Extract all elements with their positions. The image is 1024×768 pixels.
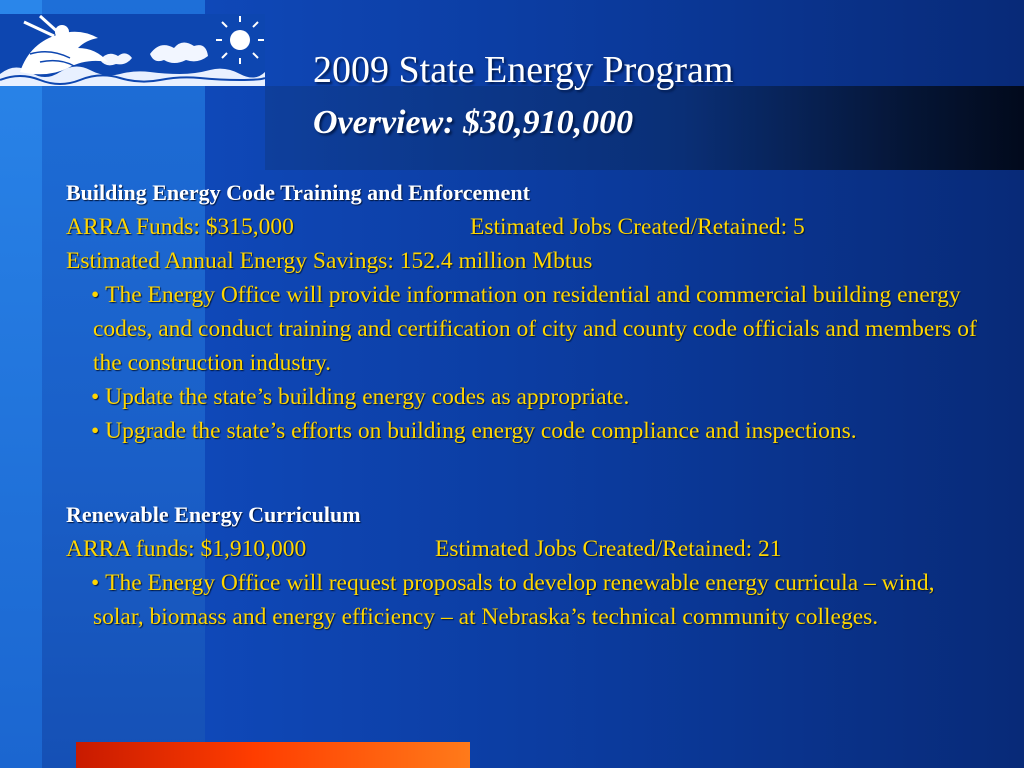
funds-jobs-row — [66, 210, 986, 244]
slide-title: 2009 State Energy Program — [313, 49, 734, 91]
section-spacer — [66, 448, 986, 498]
jobs-created: Estimated Jobs Created/Retained: 21 — [435, 536, 782, 562]
section-heading: Renewable Energy Curriculum — [66, 502, 361, 527]
jobs-created: Estimated Jobs Created/Retained: 5 — [470, 214, 805, 240]
mythological-figure-sun-logo-icon — [0, 14, 265, 86]
bullet-icon: • — [91, 282, 106, 308]
slide-content — [66, 176, 986, 634]
background-left-strip — [0, 0, 42, 768]
logo-image — [0, 14, 265, 86]
list-item — [93, 414, 986, 448]
funds-jobs-row — [66, 532, 986, 566]
bullet-list — [66, 278, 986, 448]
bullet-text: Upgrade the state’s efforts on building energy code compliance and inspections. — [105, 418, 857, 444]
bullet-text: The Energy Office will request proposals to develop renewable energy curricula – wind, solar, biomass and energy efficiency – at Nebraska’s technical community colleges. — [93, 570, 935, 630]
list-item — [93, 566, 986, 634]
bullet-list — [66, 566, 986, 634]
section-heading: Building Energy Code Training and Enforcement — [66, 180, 530, 205]
bullet-text: The Energy Office will provide information on residential and commercial building energy codes, and conduct training and certification of city and county code officials and members of the construction industry. — [93, 282, 977, 376]
bullet-icon: • — [91, 570, 106, 596]
arra-funds: ARRA Funds: $315,000 — [66, 214, 294, 240]
bullet-icon: • — [91, 418, 106, 444]
energy-savings: Estimated Annual Energy Savings: 152.4 million Mbtus — [66, 248, 593, 274]
arra-funds: ARRA funds: $1,910,000 — [66, 536, 307, 562]
list-item — [93, 278, 986, 380]
bottom-accent-bar — [76, 742, 470, 768]
list-item — [93, 380, 986, 414]
section-building-energy-code — [66, 176, 986, 448]
slide-subtitle: Overview: $30,910,000 — [313, 104, 634, 141]
section-renewable-curriculum — [66, 498, 986, 634]
bullet-icon: • — [91, 384, 106, 410]
bullet-text: Update the state’s building energy codes as appropriate. — [105, 384, 630, 410]
